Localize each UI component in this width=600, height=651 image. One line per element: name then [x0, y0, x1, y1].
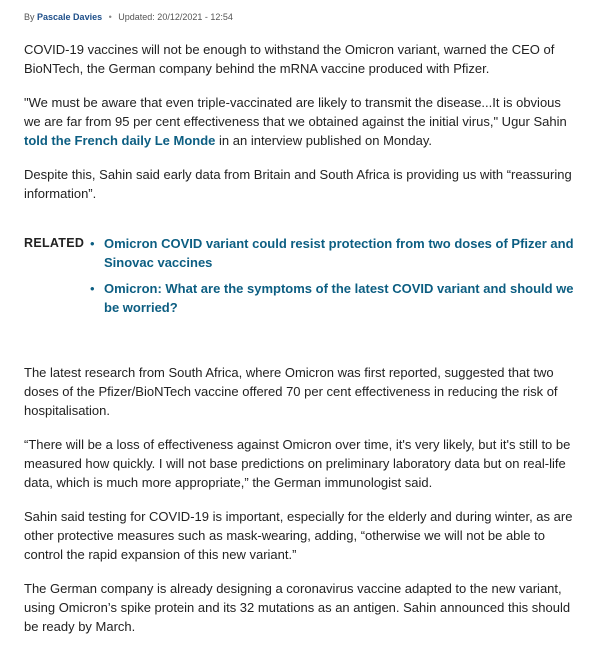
paragraph-4: The latest research from South Africa, where Omicron was first reported, suggested that two doses of the Pfizer/BioNTech vaccine offered 70 per cent effectiveness in reducing the risk of hospitalisation.: [24, 365, 558, 418]
related-item: [90, 279, 576, 317]
paragraph-2-text-before: "We must be aware that even triple-vaccinated are likely to transmit the disease...It is obvious we are far from 95 per cent effectiveness that we obtained against the initial virus," Ugur Sahin: [24, 95, 567, 129]
related-link-1[interactable]: Omicron COVID variant could resist protection from two doses of Pfizer and Sinovac vaccines: [104, 236, 574, 270]
bullet-icon: •: [90, 236, 95, 251]
related-link-2[interactable]: Omicron: What are the symptoms of the latest COVID variant and should we be worried?: [104, 281, 574, 315]
related-item: [90, 234, 576, 272]
paragraph-1: COVID-19 vaccines will not be enough to withstand the Omicron variant, warned the CEO of BioNTech, the German company behind the mRNA vaccine produced with Pfizer.: [24, 42, 555, 76]
byline: [24, 10, 576, 24]
paragraph-3: Despite this, Sahin said early data from Britain and South Africa is providing us with “reassuring information”.: [24, 167, 572, 201]
le-monde-link[interactable]: told the French daily Le Monde: [24, 133, 216, 148]
related-label: RELATED: [24, 236, 85, 250]
author-link[interactable]: Pascale Davies: [37, 12, 103, 22]
bullet-icon: •: [90, 281, 95, 296]
byline-prefix: By: [24, 12, 35, 22]
paragraph-2: [24, 93, 576, 150]
related-section: [24, 234, 576, 324]
paragraph-2-text-after: in an interview published on Monday.: [215, 133, 432, 148]
updated-timestamp: Updated: 20/12/2021 - 12:54: [118, 12, 233, 22]
related-list: [90, 234, 576, 324]
byline-separator: •: [108, 12, 112, 22]
paragraph-6: Sahin said testing for COVID-19 is important, especially for the elderly and during winter, as are other protective measures such as mask-wearing, adding, “otherwise we will not be able to control the rapid expansion of this new variant.”: [24, 509, 573, 562]
paragraph-5: “There will be a loss of effectiveness against Omicron over time, it's very likely, but it's still to be measured how quickly. I will not base predictions on preliminary laboratory data but on real-life data, which is much more appropriate,” the German immunologist said.: [24, 437, 571, 490]
paragraph-7: The German company is already designing a coronavirus vaccine adapted to the new variant, using Omicron’s spike protein and its 32 mutations as an antigen. Sahin announced this should be ready by March.: [24, 581, 571, 634]
